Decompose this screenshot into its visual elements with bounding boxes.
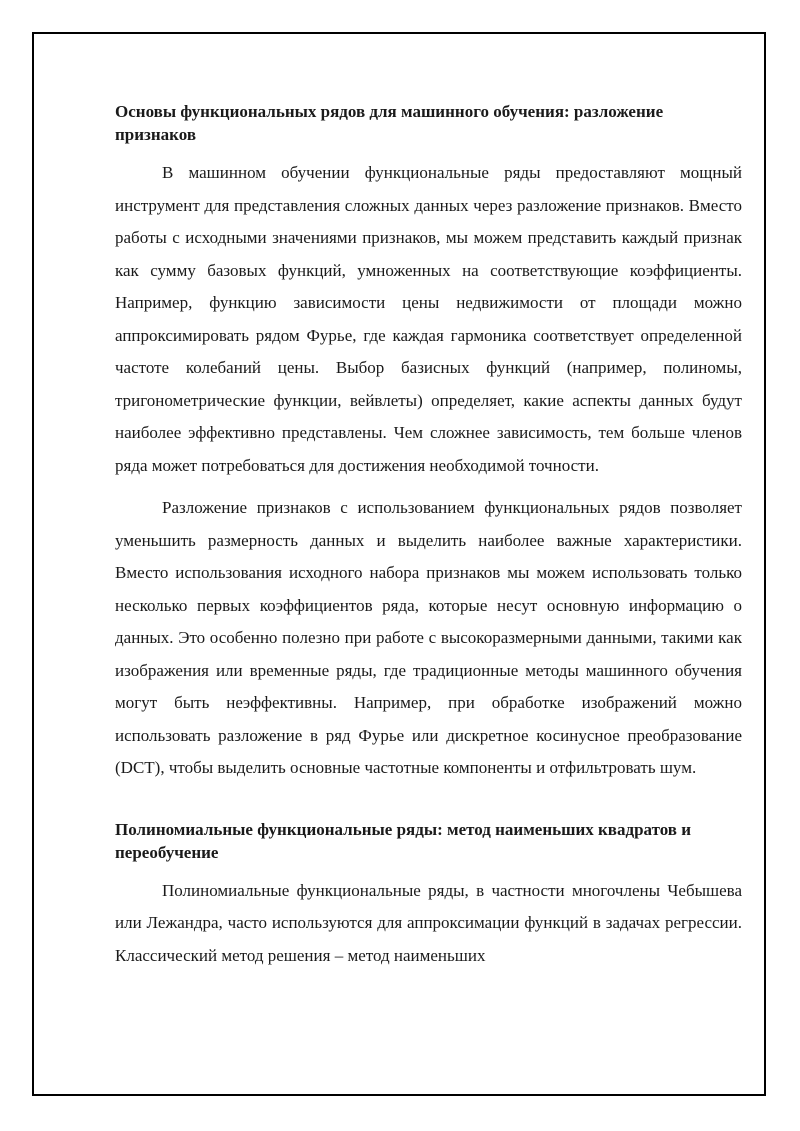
paragraph-1: В машинном обучении функциональные ряды предоставляют мощный инструмент для представления сложных данных через разложение признаков. Вместо работы с исходными значениями признаков, мы можем представить каждый признак как сумму базовых функций, умноженных на соответствующие коэффициенты. Например, функцию зависимости цены недвижимости от площади можно аппроксимировать рядом Фурье, где каждая гармоника соответствует определенной частоте колебаний цены. Выбор базисных функций (например, полиномы, тригонометрические функции, вейвлеты) определяет, какие аспекты данных будут наиболее эффективно представлены. Чем сложнее зависимость, тем больше членов ряда может потребоваться для достижения необходимой точности.	[115, 163, 742, 475]
paragraph-3: Полиномиальные функциональные ряды, в частности многочлены Чебышева или Лежандра, часто используются для аппроксимации функций в задачах регрессии. Классический метод решения – метод наименьших	[115, 880, 742, 965]
section-heading-1: Основы функциональных рядов для машинного обучения: разложение признаков	[115, 102, 664, 144]
paragraph-2: Разложение признаков с использованием функциональных рядов позволяет уменьшить размерность данных и выделить наиболее важные характеристики. Вместо использования исходного набора признаков мы можем использовать только несколько первых коэффициентов ряда, которые несут основную информацию о данных. Это особенно полезно при работе с высокоразмерными данными, такими как изображения или временные ряды, где традиционные методы машинного обучения могут быть неэффективны. Например, при обработке изображений можно использовать разложение в ряд Фурье или дискретное косинусное преобразование (DCT), чтобы выделить основные частотные компоненты и отфильтровать шум.	[115, 498, 742, 777]
section-heading-2: Полиномиальные функциональные ряды: метод наименьших квадратов и переобучение	[115, 819, 692, 862]
document-body	[115, 100, 742, 972]
